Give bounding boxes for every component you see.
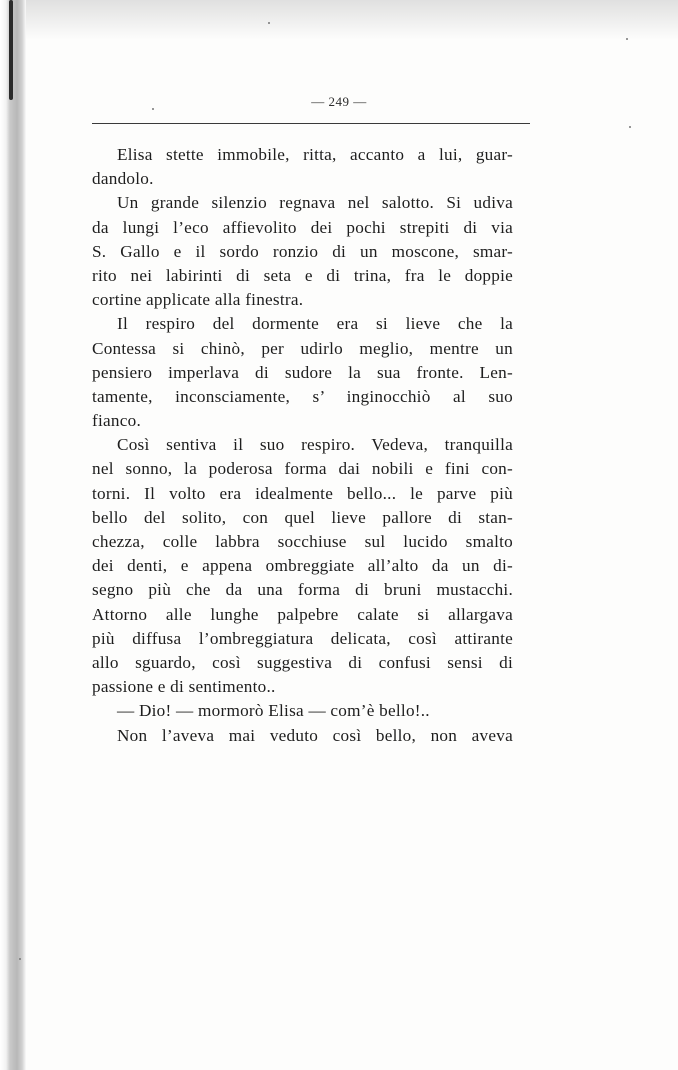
scan-speck	[152, 108, 154, 110]
text-line: pensiero imperlava di sudore la sua fronte. Len-	[92, 362, 513, 382]
text-line: cortine applicate alla finestra.	[92, 290, 304, 310]
binding-shadow	[0, 0, 26, 1070]
scan-speck	[629, 126, 631, 128]
text-line: S. Gallo e il sordo ronzio di un moscone, smar-	[92, 241, 513, 261]
scan-speck	[626, 38, 628, 40]
text-line: Contessa si chinò, per udirlo meglio, mentre un	[92, 338, 513, 358]
text-line: da lungi l’eco affievolito dei pochi strepiti di via	[92, 217, 513, 237]
text-line: dandolo.	[92, 169, 154, 189]
text-line: fianco.	[92, 411, 141, 431]
header-rule	[92, 123, 530, 124]
text-line: più diffusa l’ombreggiatura delicata, così attirante	[92, 628, 513, 648]
scan-speck	[19, 958, 21, 960]
text-line: allo sguardo, così suggestiva di confusi sensi di	[92, 652, 513, 672]
text-line: Un grande silenzio regnava nel salotto. Si udiva	[117, 193, 513, 213]
scan-speck	[268, 22, 270, 24]
text-line: Non l’aveva mai veduto così bello, non aveva	[117, 725, 513, 745]
text-line: rito nei labirinti di seta e di trina, fra le doppie	[92, 265, 513, 285]
text-line: bello del solito, con quel lieve pallore di stan-	[92, 507, 513, 527]
text-line: Il respiro del dormente era si lieve che la	[117, 314, 513, 334]
scan-grain	[0, 0, 678, 40]
body-text	[92, 143, 513, 748]
text-line: Così sentiva il suo respiro. Vedeva, tranquilla	[117, 435, 513, 455]
page-number: — 249 —	[311, 94, 367, 109]
text-line: Attorno alle lunghe palpebre calate si allargava	[92, 604, 513, 624]
binding-edge	[9, 0, 13, 100]
text-line: segno più che da una forma di bruni mustacchi.	[92, 580, 513, 600]
text-line: torni. Il volto era idealmente bello... le parve più	[92, 483, 513, 503]
text-line: chezza, colle labbra socchiuse sul lucido smalto	[92, 532, 513, 551]
text-line: passione e di sentimento..	[92, 677, 276, 697]
text-line: nel sonno, la poderosa forma dai nobili e fini con-	[92, 459, 513, 479]
text-line: — Dio! — mormorò Elisa — com’è bello!..	[117, 701, 430, 721]
text-line: Elisa stette immobile, ritta, accanto a lui, guar-	[117, 145, 513, 164]
text-line: tamente, inconsciamente, s’ inginocchiò al suo	[92, 386, 513, 406]
text-line: dei denti, e appena ombreggiate all’alto da un di-	[92, 556, 513, 576]
